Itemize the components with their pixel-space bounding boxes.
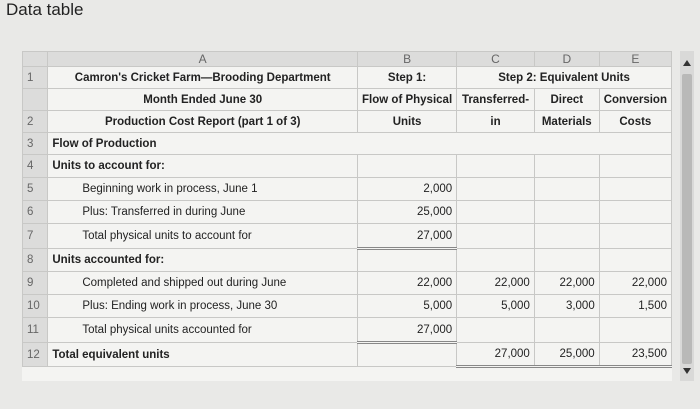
row-number: 5	[23, 178, 48, 201]
row-number: 3	[23, 133, 48, 155]
table-row	[23, 67, 672, 89]
in-cell: in	[457, 111, 535, 133]
table-row	[23, 201, 672, 224]
transferred-cell: Transferred-	[457, 89, 535, 111]
column-header-e[interactable]: E	[599, 52, 671, 67]
total-cell: 23,500	[599, 343, 671, 367]
total-cell: 25,000	[534, 343, 599, 367]
period-cell: Month Ended June 30	[48, 89, 358, 111]
table-row	[23, 155, 672, 178]
value-cell: 22,000	[534, 272, 599, 295]
value-cell: 3,000	[534, 295, 599, 318]
direct-cell: Direct	[534, 89, 599, 111]
column-header-d[interactable]: D	[534, 52, 599, 67]
row-number: 12	[23, 343, 48, 367]
value-cell: 25,000	[358, 201, 457, 224]
value-cell: 5,000	[358, 295, 457, 318]
row-number: 1	[23, 67, 48, 89]
row-label: Plus: Ending work in process, June 30	[48, 295, 358, 318]
column-header-a[interactable]: A	[48, 52, 358, 67]
scroll-down-arrow-icon[interactable]	[683, 368, 691, 374]
value-cell: 22,000	[599, 272, 671, 295]
data-table	[22, 51, 672, 368]
value-cell: 2,000	[358, 178, 457, 201]
report-title-cell: Production Cost Report (part 1 of 3)	[48, 111, 358, 133]
value-cell: 22,000	[358, 272, 457, 295]
total-cell: 27,000	[457, 343, 535, 367]
table-row	[23, 224, 672, 249]
value-cell: 22,000	[457, 272, 535, 295]
row-label: Completed and shipped out during June	[48, 272, 358, 295]
table-row	[23, 111, 672, 133]
value-cell: 1,500	[599, 295, 671, 318]
row-number: 11	[23, 318, 48, 343]
row-label: Plus: Transferred in during June	[48, 201, 358, 224]
total-cell: 27,000	[358, 318, 457, 343]
costs-cell: Costs	[599, 111, 671, 133]
row-number: 9	[23, 272, 48, 295]
row-number: 4	[23, 155, 48, 178]
row-number: 10	[23, 295, 48, 318]
flow-physical-cell: Flow of Physical	[358, 89, 457, 111]
step1-heading-cell: Step 1:	[358, 67, 457, 89]
table-row	[23, 89, 672, 111]
row-number	[23, 89, 48, 111]
table-row	[23, 133, 672, 155]
corner-cell	[23, 52, 48, 67]
row-label: Total physical units accounted for	[48, 318, 358, 343]
column-header-c[interactable]: C	[457, 52, 535, 67]
spreadsheet	[22, 51, 672, 381]
dialog-title: Data table	[6, 0, 84, 19]
step2-heading-cell: Step 2: Equivalent Units	[457, 67, 672, 89]
table-row	[23, 343, 672, 367]
materials-cell: Materials	[534, 111, 599, 133]
scroll-up-arrow-icon[interactable]	[683, 60, 691, 66]
column-header-row	[23, 52, 672, 67]
value-cell: 5,000	[457, 295, 535, 318]
total-cell: 27,000	[358, 224, 457, 249]
row-label: Beginning work in process, June 1	[48, 178, 358, 201]
units-cell: Units	[358, 111, 457, 133]
section-label: Units accounted for:	[48, 249, 358, 272]
table-row	[23, 318, 672, 343]
table-row	[23, 178, 672, 201]
table-row	[23, 295, 672, 318]
column-header-b[interactable]: B	[358, 52, 457, 67]
table-row	[23, 272, 672, 295]
section-label: Flow of Production	[48, 133, 672, 155]
section-label: Units to account for:	[48, 155, 358, 178]
company-name-cell: Camron's Cricket Farm—Brooding Department	[48, 67, 358, 89]
row-number: 2	[23, 111, 48, 133]
row-number: 8	[23, 249, 48, 272]
row-label: Total physical units to account for	[48, 224, 358, 249]
scrollbar-thumb[interactable]	[682, 74, 692, 364]
row-number: 6	[23, 201, 48, 224]
row-number: 7	[23, 224, 48, 249]
row-label: Total equivalent units	[48, 343, 358, 367]
conversion-cell: Conversion	[599, 89, 671, 111]
table-row	[23, 249, 672, 272]
